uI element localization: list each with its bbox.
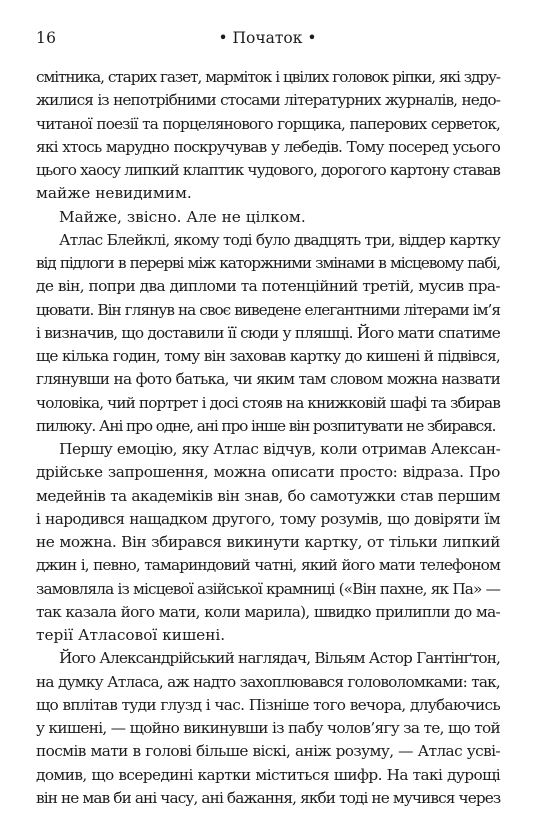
- text-line: на думку Атласа, аж надто захоплювався головоломками: так,: [36, 672, 500, 691]
- page-number: 16: [36, 29, 57, 47]
- text-line: джин і, певно, тамариндовий чатні, який його мати телефоном: [36, 556, 500, 575]
- text-line: у кишені, — щойно викинувши із пабу чолов’ягу за те, що той: [36, 719, 500, 737]
- text-line: терії Атласової кишені.: [36, 626, 226, 644]
- text-line: майже невидимим.: [36, 184, 192, 203]
- text-line: медейнів та академіків він знав, бо самотужки став першим: [36, 486, 500, 505]
- text-line: смітника, старих газет, марміток і цвілих головок ріпки, які здру-: [36, 68, 500, 86]
- text-line: замовляла із місцевої азійської крамниці («Він пахне, як Па» —: [36, 579, 500, 598]
- text-line: глянувши на фото батька, чи яким там словом можна назвати: [36, 370, 500, 389]
- text-line: Першу емоцію, яку Атлас відчув, коли отримав Алексан-: [59, 440, 501, 458]
- text-line: які хтось марудно поскручував у лебедів. Тому посеред усього: [36, 137, 500, 156]
- paragraph: [36, 229, 500, 438]
- page-header: [0, 29, 535, 49]
- text-line: не можна. Він збирався викинути картку, от тільки липкий: [36, 533, 500, 551]
- body-text: [36, 66, 500, 810]
- text-line: дрійське запрошення, можна описати просто: відраза. Про: [36, 463, 500, 482]
- text-line: де він, попри два дипломи та потенційний третій, мусив пра-: [36, 277, 500, 296]
- text-line: чоловіка, чий портрет і досі стояв на книжковій шафі та збирав: [36, 393, 500, 412]
- text-line: домив, що всередині картки міститься шифр. На такі дурощі: [36, 765, 500, 784]
- text-line: він не мав би ані часу, ані бажання, якби тоді не мучився через: [36, 788, 501, 807]
- text-line: і визначив, що доставили її сюди у пляшці. Його мати спатиме: [36, 323, 500, 342]
- paragraph: [36, 206, 500, 229]
- text-line: і народився нащадком другого, тому розумів, що довіряти їм: [36, 509, 500, 528]
- paragraph: [36, 66, 500, 206]
- text-line: так казала його мати, коли марила), швидко прилипли до ма-: [36, 602, 500, 621]
- text-line: жилися із непотрібними стосами літературних журналів, недо-: [36, 91, 500, 110]
- text-line: цювати. Він глянув на своє виведене елегантними літерами ім’я: [36, 300, 500, 319]
- text-line: посмів мати в голові більше віскі, аніж розуму, — Атлас усві-: [36, 742, 500, 761]
- text-line: цього хаосу липкий клаптик чудового, дорогого картону ставав: [36, 161, 500, 179]
- text-line: Його Александрійський наглядач, Вільям Астор Гантінґтон,: [59, 649, 500, 668]
- text-line: читаної поезії та порцелянового горщика, паперових серветок,: [36, 114, 500, 133]
- text-line: пилюку. Ані про одне, ані про інше він розпитувати не збирався.: [36, 416, 496, 435]
- paragraph: [36, 647, 500, 810]
- running-head: • Початок •: [218, 29, 317, 47]
- text-line: ще кілька годин, тому він заховав картку до кишені й підвівся,: [36, 347, 500, 365]
- text-line: що вплітав туди глузд і час. Пізніше того вечора, длубаючись: [36, 695, 500, 714]
- text-line: від підлоги в перерві між каторжними змінами в місцевому пабі,: [36, 254, 500, 272]
- text-line: Атлас Блейклі, якому тоді було двадцять три, віддер картку: [59, 230, 500, 249]
- text-line: Майже, звісно. Але не цілком.: [59, 207, 306, 226]
- paragraph: [36, 438, 500, 647]
